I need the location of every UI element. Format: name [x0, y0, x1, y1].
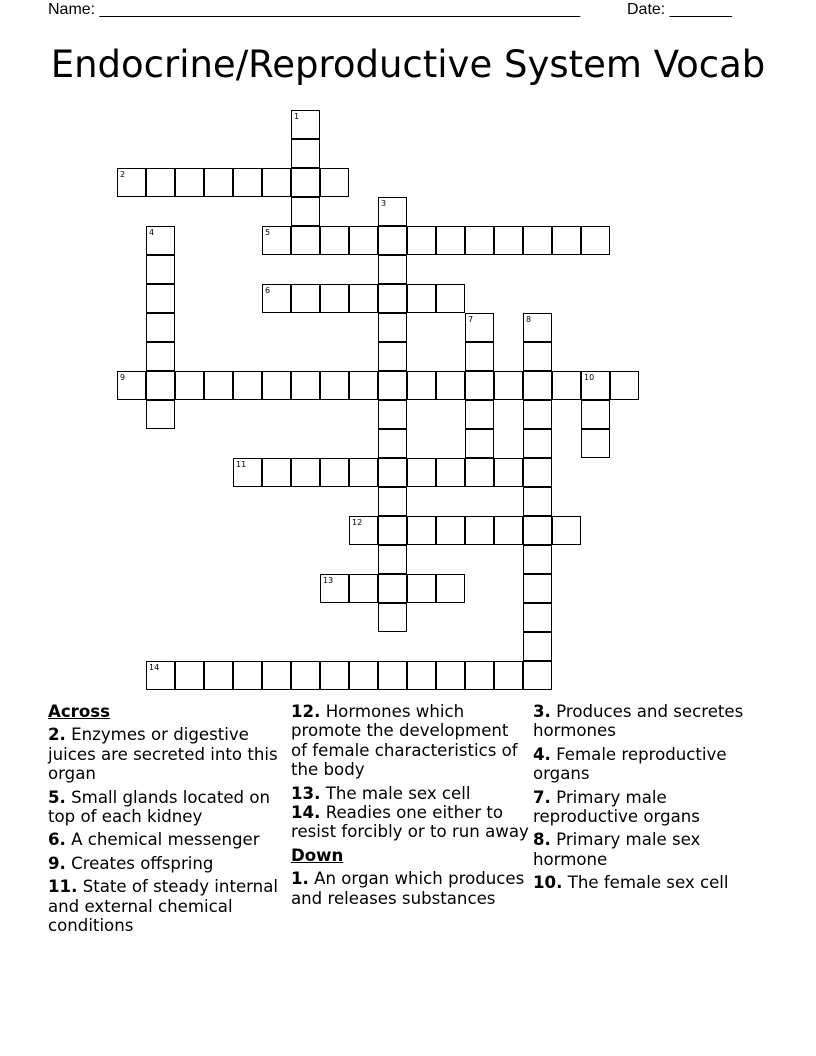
clue-across-13	[291, 784, 529, 803]
crossword-cell[interactable]	[320, 661, 349, 690]
crossword-cell[interactable]	[407, 574, 436, 603]
crossword-cell[interactable]	[465, 458, 494, 487]
name-field-label: Name: ______________________________________________________	[48, 1, 581, 18]
crossword-cell[interactable]	[523, 226, 552, 255]
crossword-cell[interactable]	[262, 226, 291, 255]
clue-text: Small glands located on top of each kidney	[48, 787, 271, 827]
crossword-cell[interactable]	[291, 197, 320, 226]
crossword-cell[interactable]	[349, 371, 378, 400]
clue-number-label: 14	[149, 663, 160, 672]
crossword-cell[interactable]	[523, 400, 552, 429]
clue-text: Hormones which promote the development of female characteristics of the body	[291, 702, 518, 780]
clue-number: 12.	[291, 702, 321, 721]
crossword-cell[interactable]	[523, 632, 552, 661]
crossword-cell[interactable]	[233, 168, 262, 197]
crossword-cell[interactable]	[407, 226, 436, 255]
crossword-cell[interactable]	[523, 371, 552, 400]
crossword-cell[interactable]	[262, 284, 291, 313]
clue-down-4	[533, 745, 773, 784]
crossword-cell[interactable]	[494, 458, 523, 487]
crossword-cell[interactable]	[494, 661, 523, 690]
clue-down-8	[533, 830, 773, 869]
crossword-cell[interactable]	[494, 516, 523, 545]
crossword-cell[interactable]	[436, 284, 465, 313]
crossword-cell[interactable]	[465, 313, 494, 342]
crossword-cell[interactable]	[378, 313, 407, 342]
crossword-cell[interactable]	[523, 516, 552, 545]
clue-across-6	[48, 830, 280, 849]
crossword-cell[interactable]	[465, 371, 494, 400]
clue-text: Creates offspring	[71, 853, 214, 873]
crossword-cell[interactable]	[291, 110, 320, 139]
crossword-cell[interactable]	[436, 371, 465, 400]
crossword-cell[interactable]	[320, 574, 349, 603]
crossword-cell[interactable]	[407, 516, 436, 545]
clue-number-label: 5	[265, 228, 271, 237]
crossword-cell[interactable]	[436, 661, 465, 690]
clue-text: Readies one either to resist forcibly or to run away	[291, 803, 529, 842]
crossword-cell[interactable]	[320, 371, 349, 400]
crossword-cell[interactable]	[146, 400, 175, 429]
clue-number: 14.	[291, 803, 321, 823]
page-title: Endocrine/Reproductive System Vocab	[50, 43, 766, 86]
clue-number-label: 8	[526, 315, 532, 324]
crossword-cell[interactable]	[117, 371, 146, 400]
crossword-cell[interactable]	[349, 516, 378, 545]
crossword-cell[interactable]	[291, 458, 320, 487]
crossword-cell[interactable]	[262, 458, 291, 487]
crossword-cell[interactable]	[436, 226, 465, 255]
crossword-cell[interactable]	[523, 313, 552, 342]
crossword-cell[interactable]	[320, 226, 349, 255]
crossword-cell[interactable]	[378, 429, 407, 458]
clue-number: 2.	[48, 725, 66, 745]
crossword-cell[interactable]	[204, 168, 233, 197]
clue-down-7	[533, 788, 773, 827]
crossword-cell[interactable]	[436, 516, 465, 545]
clue-text: An organ which produces and releases substances	[291, 869, 525, 908]
crossword-cell[interactable]	[233, 371, 262, 400]
crossword-cell[interactable]	[494, 226, 523, 255]
clue-number-label: 13	[323, 576, 334, 585]
crossword-cell[interactable]	[146, 168, 175, 197]
clue-number: 13.	[291, 783, 321, 803]
crossword-cell[interactable]	[465, 429, 494, 458]
crossword-cell[interactable]	[552, 226, 581, 255]
crossword-cell[interactable]	[349, 284, 378, 313]
crossword-cell[interactable]	[523, 487, 552, 516]
crossword-cell[interactable]	[523, 574, 552, 603]
crossword-cell[interactable]	[378, 487, 407, 516]
crossword-cell[interactable]	[378, 371, 407, 400]
clues-column-1	[48, 702, 280, 939]
clue-number-label: 12	[352, 518, 363, 527]
crossword-cell[interactable]	[465, 342, 494, 371]
clue-down-3	[533, 702, 773, 741]
crossword-cell[interactable]	[465, 516, 494, 545]
crossword-cell[interactable]	[146, 342, 175, 371]
crossword-cell[interactable]	[233, 661, 262, 690]
crossword-cell[interactable]	[262, 168, 291, 197]
clue-down-1	[291, 869, 529, 908]
clue-text: State of steady internal and external chemical conditions	[48, 877, 278, 936]
crossword-cell[interactable]	[204, 661, 233, 690]
crossword-cell[interactable]	[320, 168, 349, 197]
clue-across-14	[291, 803, 529, 842]
crossword-cell[interactable]	[262, 661, 291, 690]
crossword-cell[interactable]	[378, 458, 407, 487]
clue-text: Enzymes or digestive juices are secreted into this organ	[48, 725, 278, 784]
crossword-cell[interactable]	[291, 226, 320, 255]
crossword-cell[interactable]	[291, 284, 320, 313]
crossword-cell[interactable]	[407, 458, 436, 487]
crossword-cell[interactable]	[349, 574, 378, 603]
crossword-cell[interactable]	[378, 197, 407, 226]
crossword-cell[interactable]	[465, 661, 494, 690]
down-heading: Down	[291, 845, 344, 865]
crossword-cell[interactable]	[494, 371, 523, 400]
crossword-cell[interactable]	[175, 661, 204, 690]
clues-column-3	[533, 702, 773, 897]
crossword-cell[interactable]	[146, 226, 175, 255]
clue-text: Primary male sex hormone	[533, 830, 701, 869]
crossword-cell[interactable]	[378, 255, 407, 284]
date-field-label: Date: _______	[627, 1, 732, 18]
crossword-cell[interactable]	[175, 168, 204, 197]
crossword-cell[interactable]	[291, 139, 320, 168]
clue-across-11	[48, 877, 280, 935]
clue-number-label: 7	[468, 315, 474, 324]
crossword-cell[interactable]	[117, 168, 146, 197]
crossword-cell[interactable]	[465, 400, 494, 429]
clue-text: Primary male reproductive organs	[533, 787, 700, 827]
crossword-cell[interactable]	[146, 313, 175, 342]
clue-text: Produces and secretes hormones	[533, 702, 744, 741]
clue-number: 3.	[533, 702, 551, 721]
clue-text: Female reproductive organs	[533, 744, 727, 784]
clue-number: 1.	[291, 869, 309, 889]
crossword-cell[interactable]	[407, 661, 436, 690]
clues-column-2	[291, 702, 529, 912]
crossword-cell[interactable]	[552, 371, 581, 400]
crossword-cell[interactable]	[320, 458, 349, 487]
crossword-cell[interactable]	[378, 603, 407, 632]
clue-number-label: 6	[265, 286, 271, 295]
crossword-cell[interactable]	[378, 516, 407, 545]
crossword-cell[interactable]	[146, 284, 175, 313]
crossword-cell[interactable]	[581, 429, 610, 458]
clue-number-label: 4	[149, 228, 155, 237]
crossword-cell[interactable]	[581, 371, 610, 400]
crossword-cell[interactable]	[349, 458, 378, 487]
clue-number-label: 2	[120, 170, 126, 179]
crossword-cell[interactable]	[436, 574, 465, 603]
clue-text: The male sex cell	[325, 783, 471, 803]
crossword-cell[interactable]	[378, 226, 407, 255]
clue-down-10	[533, 873, 773, 892]
crossword-cell[interactable]	[378, 284, 407, 313]
crossword-cell[interactable]	[291, 661, 320, 690]
clue-number: 7.	[533, 787, 551, 807]
crossword-cell[interactable]	[349, 661, 378, 690]
clue-across-9	[48, 854, 280, 873]
clue-number-label: 1	[294, 112, 300, 121]
crossword-cell[interactable]	[146, 371, 175, 400]
crossword-cell[interactable]	[175, 371, 204, 400]
crossword-cell[interactable]	[146, 255, 175, 284]
clue-text: A chemical messenger	[71, 830, 260, 850]
crossword-cell[interactable]	[523, 661, 552, 690]
crossword-cell[interactable]	[523, 342, 552, 371]
crossword-cell[interactable]	[581, 226, 610, 255]
clue-across-2	[48, 725, 280, 783]
crossword-cell[interactable]	[291, 168, 320, 197]
crossword-cell[interactable]	[262, 371, 291, 400]
crossword-cell[interactable]	[378, 661, 407, 690]
crossword-cell[interactable]	[233, 458, 262, 487]
crossword-cell[interactable]	[378, 400, 407, 429]
crossword-cell[interactable]	[407, 284, 436, 313]
crossword-cell[interactable]	[349, 226, 378, 255]
clue-number: 8.	[533, 830, 551, 850]
crossword-cell[interactable]	[465, 226, 494, 255]
crossword-cell[interactable]	[378, 574, 407, 603]
crossword-cell[interactable]	[436, 458, 465, 487]
crossword-cell[interactable]	[523, 545, 552, 574]
clue-number: 6.	[48, 830, 66, 850]
crossword-cell[interactable]	[378, 545, 407, 574]
clue-number-label: 9	[120, 373, 126, 382]
crossword-cell[interactable]	[523, 429, 552, 458]
clue-number-label: 10	[584, 373, 595, 382]
crossword-cell[interactable]	[552, 516, 581, 545]
crossword-cell[interactable]	[291, 371, 320, 400]
clue-across-12	[291, 702, 529, 780]
clue-number: 10.	[533, 873, 563, 893]
clue-number: 9.	[48, 853, 66, 873]
crossword-cell[interactable]	[523, 458, 552, 487]
clue-number-label: 11	[236, 460, 247, 469]
crossword-cell[interactable]	[407, 371, 436, 400]
clue-text: The female sex cell	[567, 873, 729, 893]
clue-number: 11.	[48, 877, 78, 897]
clue-number: 4.	[533, 744, 551, 764]
crossword-cell[interactable]	[523, 603, 552, 632]
across-heading: Across	[48, 702, 111, 721]
crossword-cell[interactable]	[610, 371, 639, 400]
crossword-cell[interactable]	[146, 661, 175, 690]
crossword-cell[interactable]	[204, 371, 233, 400]
crossword-cell[interactable]	[378, 342, 407, 371]
clue-number: 5.	[48, 787, 66, 807]
crossword-cell[interactable]	[320, 284, 349, 313]
clue-across-5	[48, 788, 280, 827]
clue-number-label: 3	[381, 199, 387, 208]
crossword-cell[interactable]	[581, 400, 610, 429]
